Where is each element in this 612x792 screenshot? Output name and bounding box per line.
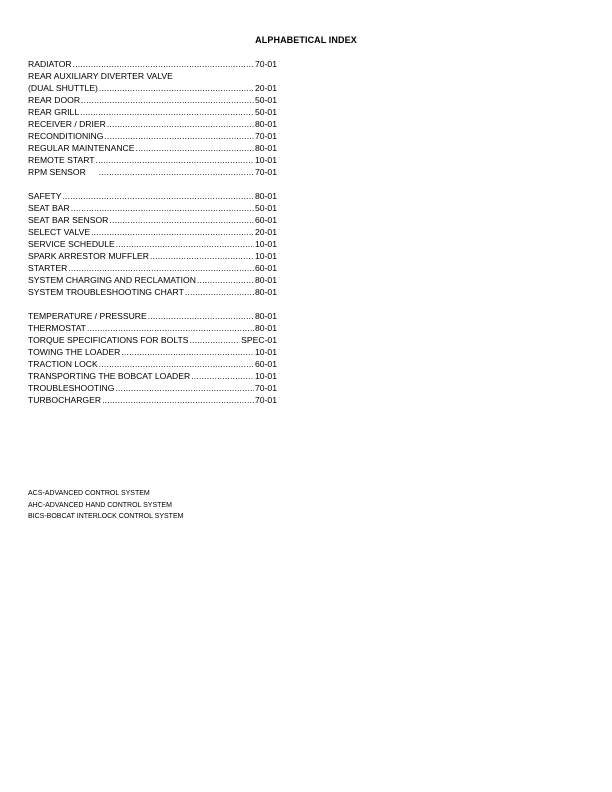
entry-page: 80-01 <box>255 323 277 333</box>
entry-label: SEAT BAR <box>28 203 70 213</box>
index-entry <box>28 334 277 346</box>
dot-leader <box>150 250 254 262</box>
dot-leader <box>62 190 254 202</box>
entry-page: 10-01 <box>255 155 277 165</box>
index-entry <box>28 226 277 238</box>
index-entry <box>28 190 277 202</box>
index-entry <box>28 94 277 106</box>
entry-label: SERVICE SCHEDULE <box>28 239 115 249</box>
dot-leader <box>185 286 254 298</box>
entry-page: 70-01 <box>255 395 277 405</box>
entry-label: REAR DOOR <box>28 95 81 105</box>
dot-leader <box>91 226 254 238</box>
entry-label: TEMPERATURE / PRESSURE <box>28 311 147 321</box>
entry-page: 10-01 <box>255 371 277 381</box>
dot-leader <box>109 214 254 226</box>
entry-label: RPM SENSOR <box>28 167 98 177</box>
entry-label: TRANSPORTING THE BOBCAT LOADER <box>28 371 191 381</box>
entry-page: 50-01 <box>255 95 277 105</box>
entry-page: 80-01 <box>255 119 277 129</box>
dot-leader <box>68 262 254 274</box>
entry-label: SAFETY <box>28 191 62 201</box>
index-entry <box>28 214 277 226</box>
entry-page: 10-01 <box>255 347 277 357</box>
entry-page: 70-01 <box>255 383 277 393</box>
entry-page: 10-01 <box>255 251 277 261</box>
dot-leader <box>80 106 254 118</box>
entry-label: REAR AUXILIARY DIVERTER VALVE <box>28 71 173 81</box>
entry-page: 50-01 <box>255 107 277 117</box>
dot-leader <box>135 142 254 154</box>
abbreviations-list <box>28 488 183 523</box>
entry-page: 20-01 <box>255 227 277 237</box>
dot-leader <box>87 322 254 334</box>
entry-label: REAR GRILL <box>28 107 80 117</box>
entry-page: SPEC-01 <box>238 335 277 345</box>
index-entry <box>28 82 277 94</box>
index-entry <box>28 106 277 118</box>
entry-label: RECEIVER / DRIER <box>28 119 106 129</box>
entry-label: TROUBLESHOOTING <box>28 383 115 393</box>
entry-label: SPARK ARRESTOR MUFFLER <box>28 251 149 261</box>
index-entry <box>28 262 277 274</box>
dot-leader <box>73 58 254 70</box>
index-entry <box>28 358 277 370</box>
entry-page: 10-01 <box>255 239 277 249</box>
index-entry <box>28 238 277 250</box>
group-spacer <box>28 298 277 310</box>
entry-label: SELECT VALVE <box>28 227 91 237</box>
dot-leader <box>107 118 254 130</box>
page-title: ALPHABETICAL INDEX <box>255 35 357 45</box>
dot-leader <box>104 130 254 142</box>
entry-page: 70-01 <box>255 167 277 177</box>
dot-leader <box>99 82 254 94</box>
index-list <box>28 58 277 406</box>
index-entry <box>28 250 277 262</box>
group-spacer <box>28 178 277 190</box>
abbreviation-bics: BICS-BOBCAT INTERLOCK CONTROL SYSTEM <box>28 513 184 520</box>
entry-page: 60-01 <box>255 215 277 225</box>
index-entry <box>28 202 277 214</box>
entry-page: 80-01 <box>255 275 277 285</box>
entry-page: 20-01 <box>255 83 277 93</box>
index-entry <box>28 58 277 70</box>
entry-page: 60-01 <box>255 359 277 369</box>
index-entry <box>28 286 277 298</box>
entry-label: TRACTION LOCK <box>28 359 98 369</box>
entry-page: 70-01 <box>255 131 277 141</box>
index-entry <box>28 346 277 358</box>
index-entry <box>28 118 277 130</box>
index-entry <box>28 154 277 166</box>
dot-leader <box>148 310 254 322</box>
entry-page: 80-01 <box>255 311 277 321</box>
index-entry <box>28 130 277 142</box>
entry-label: REGULAR MAINTENANCE <box>28 143 135 153</box>
dot-leader <box>96 154 254 166</box>
entry-label: TOWING THE LOADER <box>28 347 121 357</box>
entry-page: 80-01 <box>255 191 277 201</box>
dot-leader <box>197 274 254 286</box>
entry-label: REMOTE START <box>28 155 95 165</box>
entry-page: 60-01 <box>255 263 277 273</box>
index-entry <box>28 274 277 286</box>
abbreviation-acs: ACS-ADVANCED CONTROL SYSTEM <box>28 490 150 497</box>
dot-leader <box>99 358 254 370</box>
index-group-t <box>28 310 277 406</box>
dot-leader <box>115 382 254 394</box>
entry-label: SYSTEM CHARGING AND RECLAMATION <box>28 275 196 285</box>
index-group-r <box>28 58 277 178</box>
index-entry <box>28 394 277 406</box>
index-entry <box>28 322 277 334</box>
entry-label: RADIATOR <box>28 59 72 69</box>
index-group-s <box>28 190 277 298</box>
index-entry <box>28 310 277 322</box>
entry-page: 80-01 <box>255 287 277 297</box>
index-entry <box>28 142 277 154</box>
dot-leader <box>99 166 254 178</box>
dot-leader <box>189 334 237 346</box>
abbreviation-ahc: AHC-ADVANCED HAND CONTROL SYSTEM <box>28 501 172 509</box>
dot-leader <box>191 370 254 382</box>
entry-label: TURBOCHARGER <box>28 395 102 405</box>
index-entry <box>28 370 277 382</box>
entry-label: SYSTEM TROUBLESHOOTING CHART <box>28 287 184 297</box>
entry-label: TORQUE SPECIFICATIONS FOR BOLTS <box>28 335 189 345</box>
dot-leader <box>121 346 254 358</box>
entry-label: SEAT BAR SENSOR <box>28 215 109 225</box>
dot-leader <box>71 202 254 214</box>
index-entry <box>28 166 277 178</box>
entry-label: RECONDITIONING <box>28 131 104 141</box>
entry-page: 70-01 <box>255 59 277 69</box>
dot-leader <box>81 94 254 106</box>
index-entry <box>28 70 277 82</box>
entry-label: THERMOSTAT <box>28 323 86 333</box>
dot-leader <box>116 238 254 250</box>
entry-page: 80-01 <box>255 143 277 153</box>
entry-page: 50-01 <box>255 203 277 213</box>
entry-label: STARTER <box>28 263 68 273</box>
dot-leader <box>102 394 254 406</box>
index-entry <box>28 382 277 394</box>
entry-label: (DUAL SHUTTLE) <box>28 83 98 93</box>
